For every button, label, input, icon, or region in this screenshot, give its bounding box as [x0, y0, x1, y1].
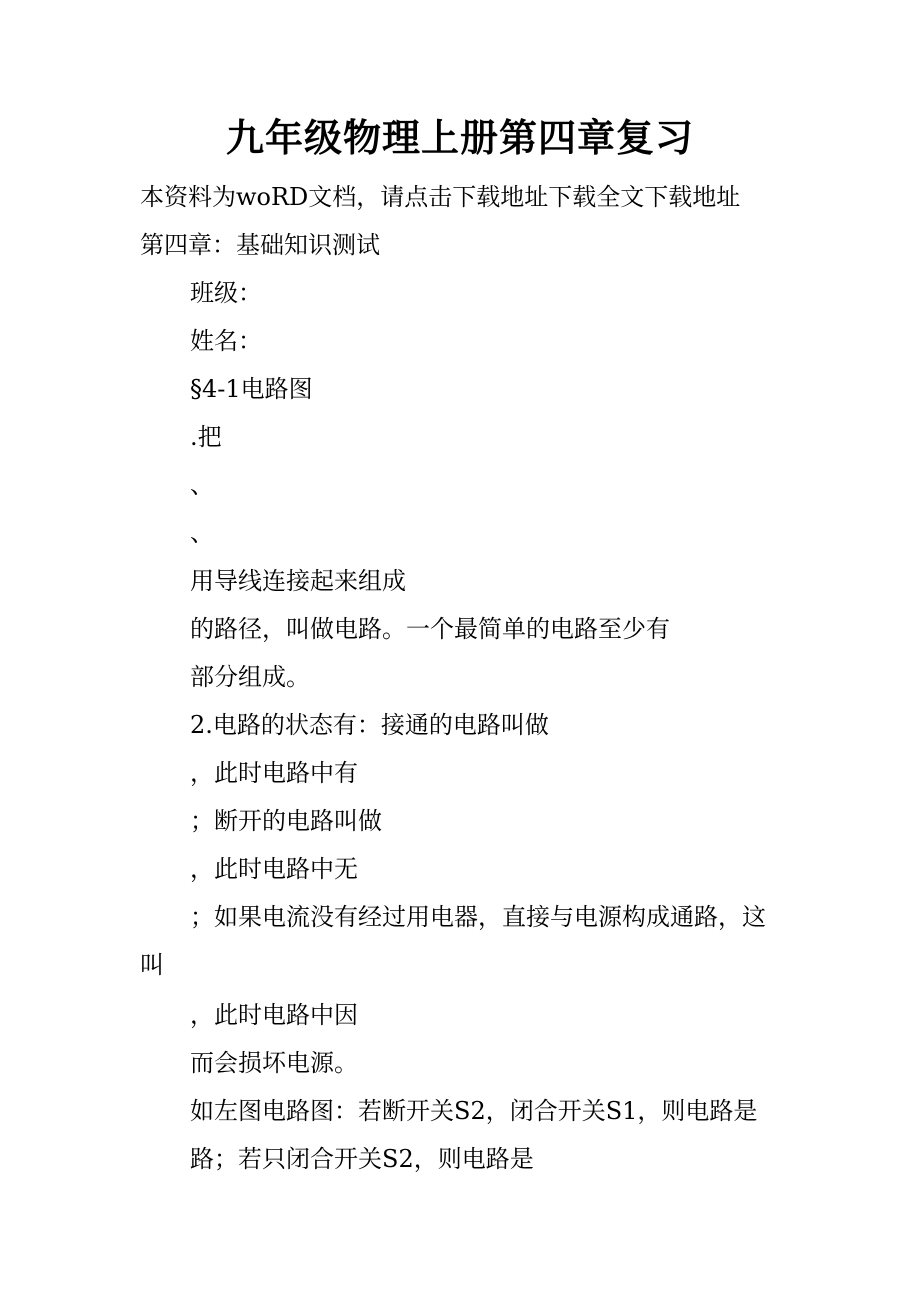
question-line: 路；若只闭合开关S2，则电路是 — [190, 1145, 534, 1173]
section-heading: §4-1电路图 — [190, 375, 313, 403]
question-line: ；如果电流没有经过用电器，直接与电源构成通路，这 — [190, 903, 766, 931]
name-label: 姓名： — [190, 327, 262, 355]
question-line: ，此时电路中有 — [190, 759, 358, 787]
question-line: 、 — [190, 519, 214, 547]
question-line: 部分组成。 — [190, 663, 310, 691]
question-line: ，此时电路中无 — [190, 855, 358, 883]
intro-line: 本资料为woRD文档，请点击下载地址下载全文下载地址 — [140, 183, 741, 211]
question-line: 的路径，叫做电路。一个最简单的电路至少有 — [190, 615, 670, 643]
question-line: 、 — [190, 471, 214, 499]
chapter-heading: 第四章：基础知识测试 — [140, 231, 380, 259]
question-line-wrap: 叫 — [140, 951, 164, 979]
class-label: 班级： — [190, 279, 262, 307]
question-line: ；断开的电路叫做 — [190, 807, 382, 835]
document-title: 九年级物理上册第四章复习 — [225, 115, 694, 160]
question-line: 2.电路的状态有：接通的电路叫做 — [190, 711, 549, 739]
question-line: ，此时电路中因 — [190, 1001, 358, 1029]
question-line: 如左图电路图：若断开关S2，闭合开关S1，则电路是 — [190, 1097, 758, 1125]
question-line: 而会损坏电源。 — [190, 1049, 358, 1077]
question-line: .把 — [190, 423, 222, 451]
question-line: 用导线连接起来组成 — [190, 567, 406, 595]
